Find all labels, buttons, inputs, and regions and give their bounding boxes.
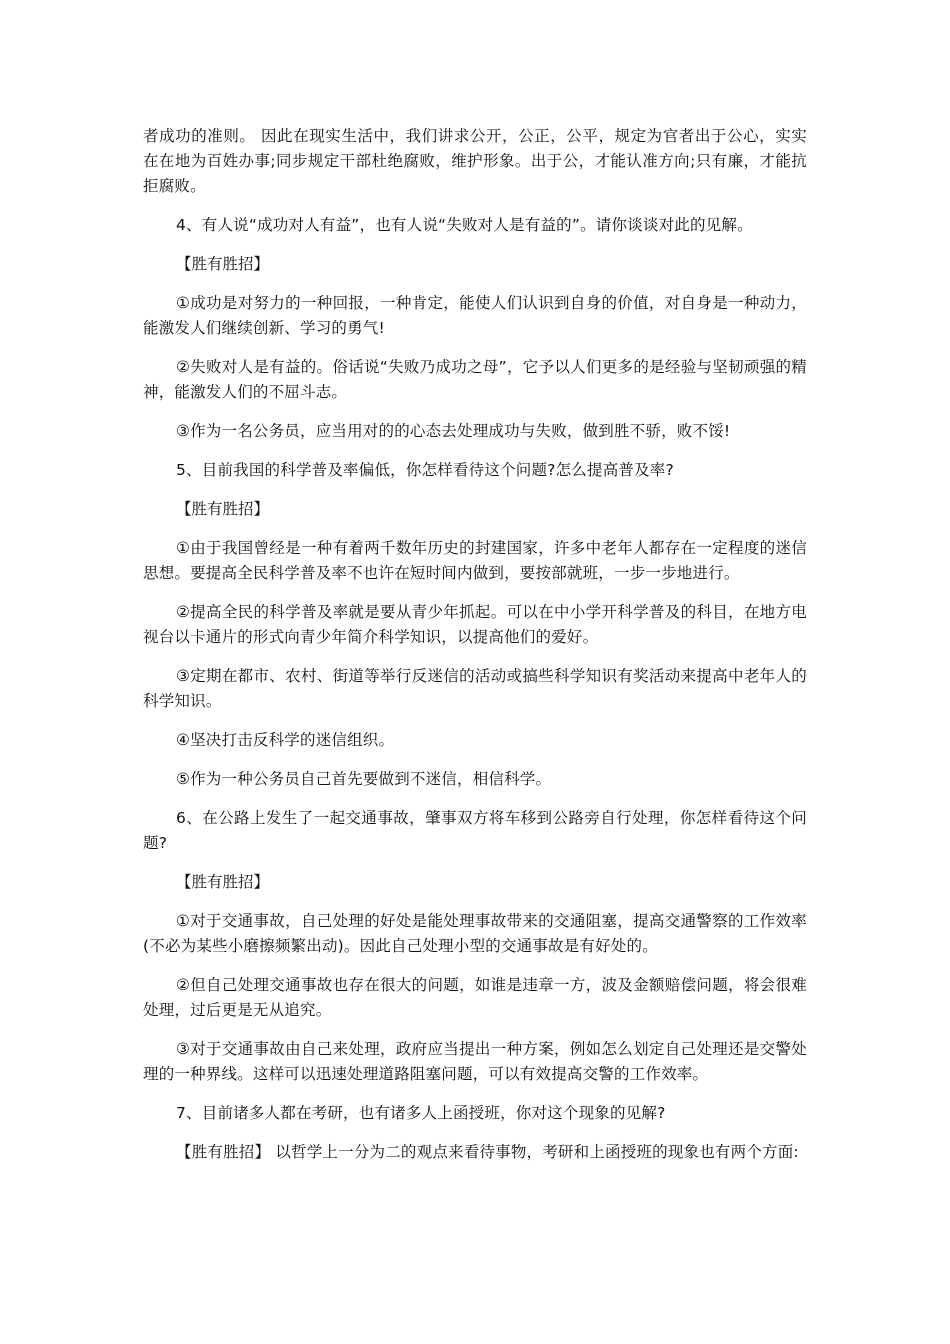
answer-tag: 【胜有胜招】 <box>176 255 270 273</box>
answer-point: ②提高全民的科学普及率就是要从青少年抓起。可以在中小学开科学普及的科目，在地方电视台以卡通片的形式向青少年简介科学知识，以提高他们的爱好。 <box>143 603 807 646</box>
question-6: 6、在公路上发生了一起交通事故，肇事双方将车移到公路旁自行处理，你怎样看待这个问题? <box>143 809 807 852</box>
question-7: 7、目前诸多人都在考研，也有诸多人上函授班，你对这个现象的见解? <box>176 1104 666 1122</box>
answer-tag: 【胜有胜招】 <box>176 500 270 518</box>
document-body <box>143 124 807 1179</box>
question-4: 4、有人说“成功对人有益”，也有人说“失败对人是有益的”。请你谈谈对此的见解。 <box>176 216 753 234</box>
paragraph: 者成功的准则。 因此在现实生活中，我们讲求公开，公正，公平，规定为官者出于公心，实实在在地为百姓办事;同步规定干部杜绝腐败，维护形象。出于公，才能认准方向;只有廉，才能抗拒腐败。 <box>143 127 807 195</box>
question-5: 5、目前我国的科学普及率偏低，你怎样看待这个问题?怎么提高普及率? <box>176 461 674 479</box>
answer-point: ②失败对人是有益的。俗话说“失败乃成功之母”，它予以人们更多的是经验与坚韧顽强的精神，能激发人们的不屈斗志。 <box>143 358 807 401</box>
answer-point: ③作为一名公务员，应当用对的的心态去处理成功与失败，做到胜不骄，败不馁! <box>176 422 731 440</box>
answer-point: ④坚决打击反科学的迷信组织。 <box>176 731 395 749</box>
answer-tag: 【胜有胜招】 <box>176 873 270 891</box>
answer-point: ①由于我国曾经是一种有着两千数年历史的封建国家，许多中老年人都存在一定程度的迷信思想。要提高全民科学普及率不也许在短时间内做到，要按部就班，一步一步地进行。 <box>143 539 807 582</box>
answer-intro: 【胜有胜招】 以哲学上一分为二的观点来看待事物，考研和上函授班的现象也有两个方面: <box>176 1143 799 1161</box>
answer-point: ⑤作为一种公务员自己首先要做到不迷信，相信科学。 <box>176 770 552 788</box>
answer-point: ③定期在都市、农村、街道等举行反迷信的活动或搞些科学知识有奖活动来提高中老年人的科学知识。 <box>143 667 807 710</box>
answer-point: ①成功是对努力的一种回报，一种肯定，能使人们认识到自身的价值，对自身是一种动力，能激发人们继续创新、学习的勇气! <box>143 294 807 337</box>
answer-point: ②但自己处理交通事故也存在很大的问题，如谁是违章一方，波及金额赔偿问题，将会很难处理，过后更是无从追究。 <box>143 976 807 1019</box>
answer-point: ①对于交通事故，自己处理的好处是能处理事故带来的交通阻塞，提高交通警察的工作效率(不必为某些小磨擦频繁出动)。因此自己处理小型的交通事故是有好处的。 <box>143 912 807 955</box>
answer-point: ③对于交通事故由自己来处理，政府应当提出一种方案，例如怎么划定自己处理还是交警处理的一种界线。这样可以迅速处理道路阻塞问题，可以有效提高交警的工作效率。 <box>143 1040 807 1083</box>
